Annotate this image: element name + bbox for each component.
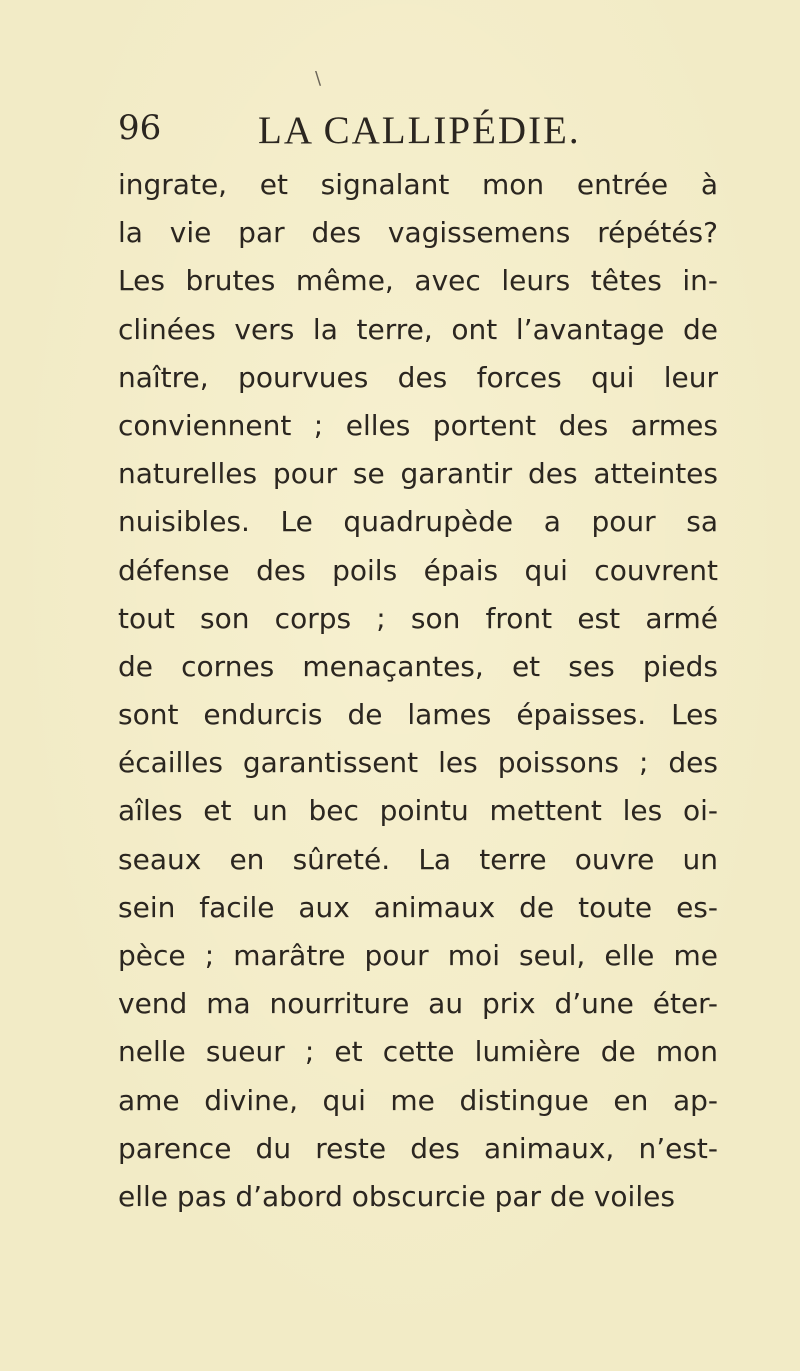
page-number: 96	[118, 108, 162, 148]
text-line: sein facile aux animaux de toute es-	[118, 890, 718, 924]
body-text	[118, 161, 718, 1221]
text-line: tout son corps ; son front est armé	[118, 601, 718, 635]
stray-mark: \	[315, 68, 322, 89]
text-line: naître, pourvues des forces qui leur	[118, 360, 718, 394]
text-line: sont endurcis de lames épaisses. Les	[118, 698, 718, 732]
text-line: clinées vers la terre, ont l’avantage de	[118, 312, 718, 346]
text-line: seaux en sûreté. La terre ouvre un	[118, 842, 718, 876]
text-line: aîles et un bec pointu mettent les oi-	[118, 794, 718, 828]
text-line: naturelles pour se garantir des atteintes	[118, 457, 718, 491]
text-line: nuisibles. Le quadrupède a pour sa	[118, 505, 718, 539]
text-line: ame divine, qui me distingue en ap-	[118, 1083, 718, 1117]
text-line: elle pas d’abord obscurcie par de voiles	[118, 1179, 675, 1213]
running-title: LA CALLIPÉDIE.	[258, 109, 581, 152]
text-line: défense des poils épais qui couvrent	[118, 553, 718, 587]
text-line: la vie par des vagissemens répétés?	[118, 216, 718, 250]
text-line: parence du reste des animaux, n’est-	[118, 1131, 718, 1165]
text-line: vend ma nourriture au prix d’une éter-	[118, 987, 718, 1021]
text-line: pèce ; marâtre pour moi seul, elle me	[118, 939, 718, 972]
text-line: conviennent ; elles portent des armes	[118, 408, 718, 442]
text-line: Les brutes même, avec leurs têtes in-	[118, 264, 718, 298]
text-line: ingrate, et signalant mon entrée à	[118, 168, 718, 201]
text-line: de cornes menaçantes, et ses pieds	[118, 649, 718, 683]
page-header	[118, 108, 718, 158]
text-line: nelle sueur ; et cette lumière de mon	[118, 1035, 718, 1069]
text-line: écailles garantissent les poissons ; des	[118, 746, 718, 780]
